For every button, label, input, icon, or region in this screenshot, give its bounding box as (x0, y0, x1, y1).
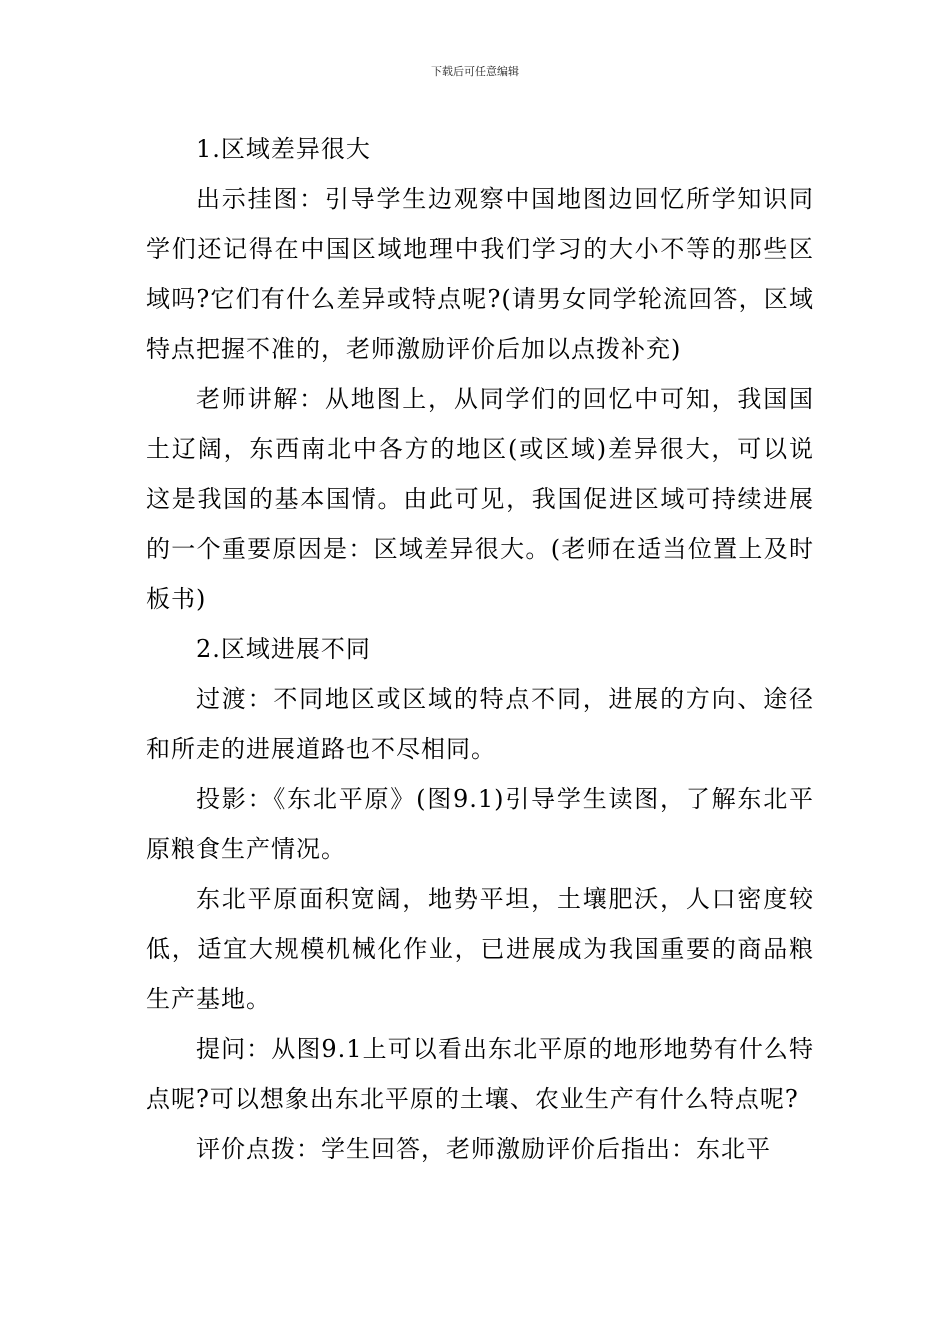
paragraph-evaluation: 评价点拨：学生回答，老师激励评价后指出：东北平 (196, 1135, 771, 1163)
document-body (146, 124, 814, 1174)
page-header: 下载后可任意编辑 (431, 65, 519, 78)
paragraph-northeast-plain: 东北平原面积宽阔，地势平坦，土壤肥沃，人口密度较低，适宜大规模机械化作业，已进展成为我国重要的商品粮生产基地。 (146, 885, 814, 1013)
section-heading-1: 1.区域差异很大 (196, 135, 371, 163)
section-heading-2: 2.区域进展不同 (196, 635, 371, 663)
paragraph-teacher-explain: 老师讲解：从地图上，从同学们的回忆中可知，我国国土辽阔，东西南北中各方的地区(或区域)差异很大，可以说这是我国的基本国情。由此可见，我国促进区域可持续进展的一个重要原因是：区域差异很大。(老师在适当位置上及时板书) (146, 385, 814, 613)
paragraph-transition: 过渡：不同地区或区域的特点不同，进展的方向、途径和所走的进展道路也不尽相同。 (146, 685, 814, 763)
paragraph-projection: 投影：《东北平原》(图9.1)引导学生读图，了解东北平原粮食生产情况。 (146, 785, 814, 863)
paragraph-show-map: 出示挂图：引导学生边观察中国地图边回忆所学知识同学们还记得在中国区域地理中我们学习的大小不等的那些区域吗?它们有什么差异或特点呢?(请男女同学轮流回答，区域特点把握不准的，老师激励评价后加以点拨补充) (146, 185, 814, 363)
paragraph-question: 提问：从图9.1上可以看出东北平原的地形地势有什么特点呢?可以想象出东北平原的土壤、农业生产有什么特点呢? (146, 1035, 814, 1113)
